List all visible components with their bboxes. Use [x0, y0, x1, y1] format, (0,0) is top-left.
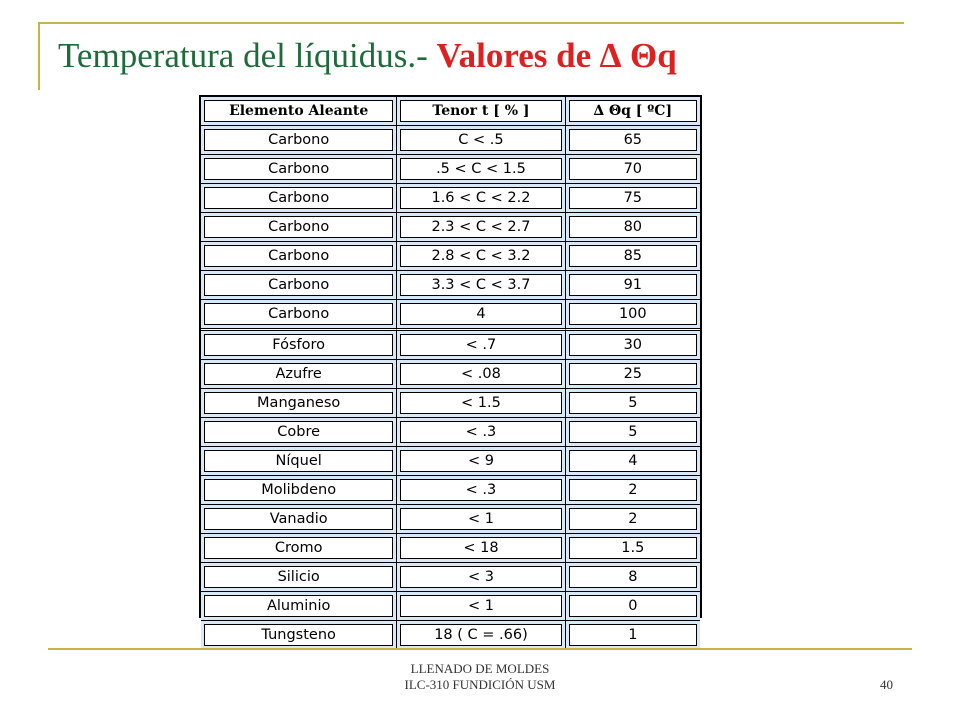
table-cell: Fósforo	[201, 331, 397, 360]
table-row	[201, 242, 700, 271]
bottom-rule	[48, 648, 912, 650]
title-text: Temperatura del líquidus.-	[58, 36, 437, 75]
table-row	[201, 563, 700, 592]
table-row	[201, 331, 700, 360]
table-cell: 1.5	[566, 534, 700, 563]
table-cell: Aluminio	[201, 592, 397, 621]
slide-title	[58, 34, 677, 78]
table-cell: Carbono	[201, 213, 397, 242]
liquidus-table	[199, 95, 702, 643]
table-cell: 2	[566, 476, 700, 505]
table-cell: Tungsteno	[201, 621, 397, 649]
table-cell: C < .5	[397, 126, 565, 155]
table-cell: 1.6 < C < 2.2	[397, 184, 565, 213]
table-row	[201, 213, 700, 242]
table-cell: Vanadio	[201, 505, 397, 534]
table-cell: Cromo	[201, 534, 397, 563]
table-row	[201, 155, 700, 184]
table-row	[201, 505, 700, 534]
table-cell: Azufre	[201, 360, 397, 389]
table-cell: 2.8 < C < 3.2	[397, 242, 565, 271]
page-number: 40	[880, 677, 893, 692]
table-cell: Carbono	[201, 242, 397, 271]
table-cell: Carbono	[201, 184, 397, 213]
table-cell: 4	[397, 300, 565, 331]
table-cell: < .3	[397, 418, 565, 447]
table-cell: Carbono	[201, 300, 397, 331]
table-row	[201, 271, 700, 300]
column-header: Elemento Aleante	[201, 97, 397, 126]
table-cell: 25	[566, 360, 700, 389]
table-cell: Manganeso	[201, 389, 397, 418]
table-row	[201, 592, 700, 621]
table-cell: 80	[566, 213, 700, 242]
footer-line-1: LLENADO DE MOLDES	[410, 661, 550, 676]
footer	[330, 661, 630, 693]
table-cell: < .08	[397, 360, 565, 389]
table-cell: 8	[566, 563, 700, 592]
table-row	[201, 360, 700, 389]
table-cell: Cobre	[201, 418, 397, 447]
table-row	[201, 476, 700, 505]
table-cell: < 3	[397, 563, 565, 592]
table-row	[201, 447, 700, 476]
table-cell: < 18	[397, 534, 565, 563]
table-cell: .5 < C < 1.5	[397, 155, 565, 184]
table-row	[201, 126, 700, 155]
table-cell: 85	[566, 242, 700, 271]
table-cell: Carbono	[201, 155, 397, 184]
table-cell: Carbono	[201, 271, 397, 300]
column-header: ∆ Θq [ ºC]	[566, 97, 700, 126]
table-cell: 0	[566, 592, 700, 621]
table-cell: Níquel	[201, 447, 397, 476]
table-cell: < 9	[397, 447, 565, 476]
table-row	[201, 534, 700, 563]
table-cell: 3.3 < C < 3.7	[397, 271, 565, 300]
table-row	[201, 300, 700, 331]
table-cell: Molibdeno	[201, 476, 397, 505]
table-cell: Carbono	[201, 126, 397, 155]
table-header-row	[201, 97, 700, 126]
top-rule	[38, 22, 904, 24]
table-cell: 30	[566, 331, 700, 360]
table-cell: < 1	[397, 505, 565, 534]
table-cell: 1	[566, 621, 700, 649]
table-grid	[201, 97, 700, 649]
table-cell: 4	[566, 447, 700, 476]
table-cell: Silicio	[201, 563, 397, 592]
table-cell: 2	[566, 505, 700, 534]
table-cell: 65	[566, 126, 700, 155]
table-cell: < .7	[397, 331, 565, 360]
table-cell: 75	[566, 184, 700, 213]
table-cell: 100	[566, 300, 700, 331]
table-row	[201, 184, 700, 213]
left-rule	[38, 22, 40, 90]
table-cell: < .3	[397, 476, 565, 505]
title-highlight: Valores de ∆ Θq	[436, 36, 677, 75]
table-cell: 70	[566, 155, 700, 184]
table-cell: 5	[566, 389, 700, 418]
table-row	[201, 621, 700, 649]
table-cell: < 1.5	[397, 389, 565, 418]
table-cell: 18 ( C = .66)	[397, 621, 565, 649]
table-cell: 2.3 < C < 2.7	[397, 213, 565, 242]
column-header: Tenor t [ % ]	[397, 97, 565, 126]
table-cell: 5	[566, 418, 700, 447]
table-cell: 91	[566, 271, 700, 300]
footer-line-2: ILC-310 FUNDICIÓN USM	[404, 677, 556, 692]
table-row	[201, 418, 700, 447]
table-row	[201, 389, 700, 418]
table-cell: < 1	[397, 592, 565, 621]
